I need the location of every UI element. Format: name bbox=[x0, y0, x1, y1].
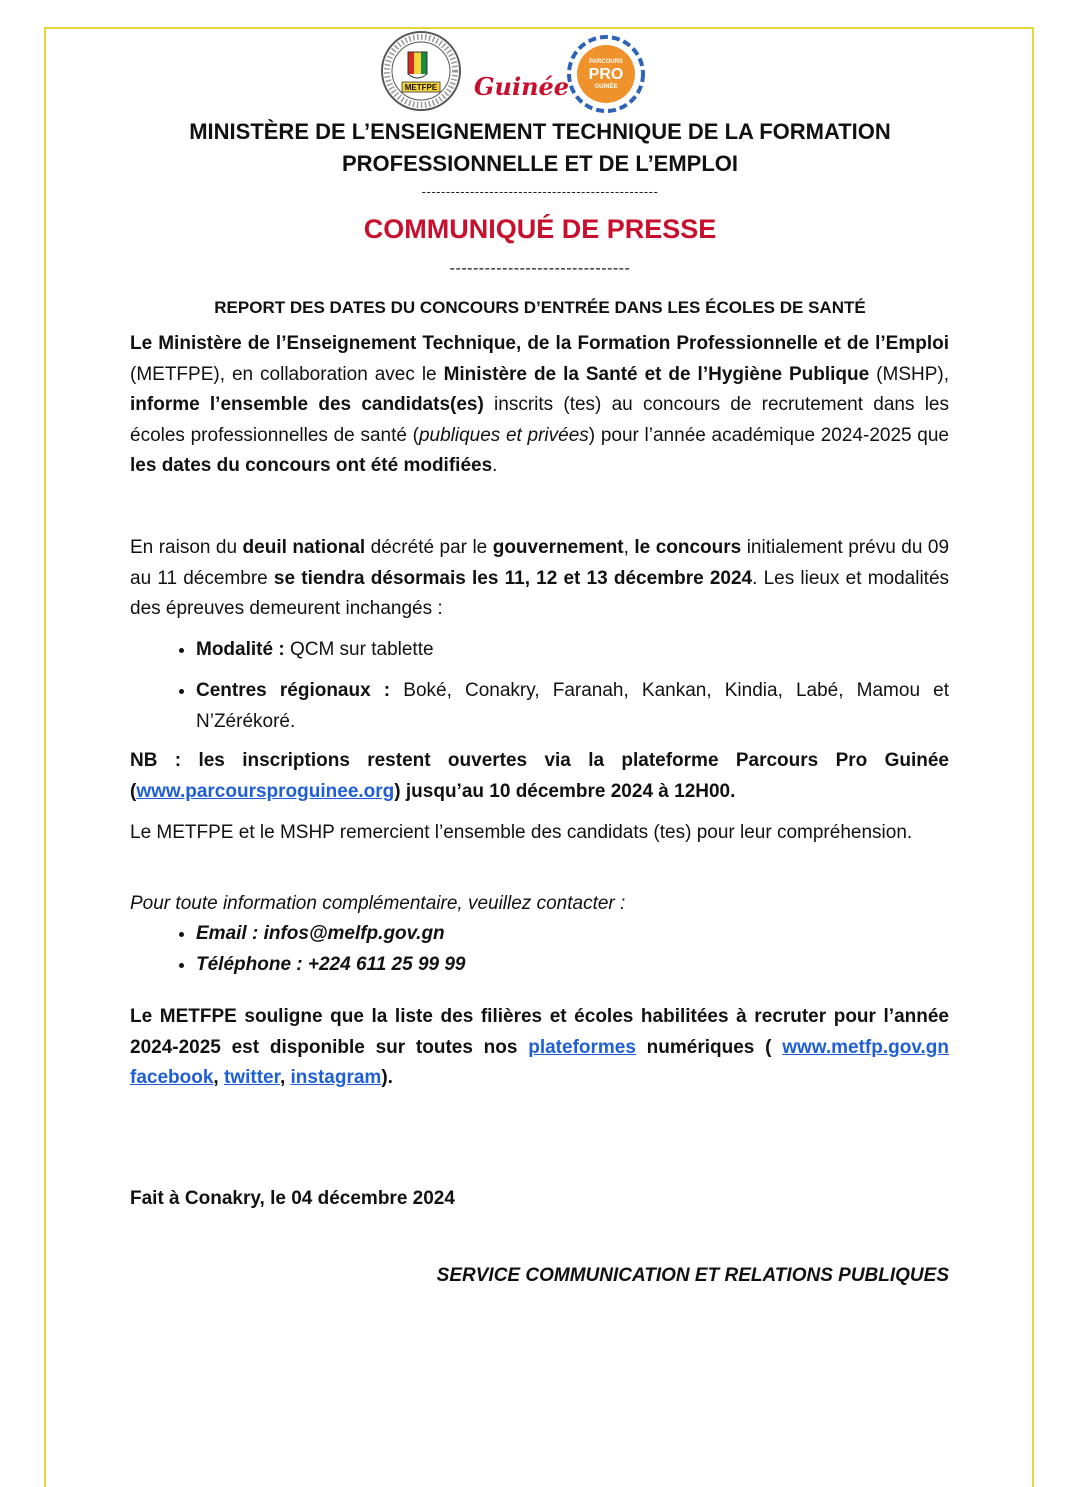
ministry-name-bold: Le Ministère de l’Enseignement Technique, de la Formation Professionnelle et de l’Emploi bbox=[130, 333, 949, 354]
nb-text-a: NB : les inscriptions restent ouvertes via la plateforme Parcours Pro Guinée ( bbox=[130, 750, 949, 802]
p1-text-j: . bbox=[492, 455, 498, 476]
contact-phone: Téléphone : +224 611 25 99 99 bbox=[196, 953, 466, 975]
p6-text-e: , bbox=[279, 1067, 291, 1088]
centres-value: Boké, Conakry, Faranah, Kankan, Kindia, Labé, Mamou et N’Zérékoré. bbox=[196, 680, 949, 732]
paragraph-platforms bbox=[130, 1002, 949, 1094]
p1-text-f: inscrits (tes) au concours de recrutement dans les écoles professionnelles de santé ( bbox=[130, 394, 949, 446]
paragraph-mourning bbox=[130, 533, 949, 625]
twitter-link[interactable]: twitter bbox=[223, 1067, 280, 1088]
dates-modified-bold: les dates du concours ont été modifiées bbox=[130, 455, 493, 476]
pro-mid-text: PRO bbox=[588, 66, 624, 83]
metfp-site-link[interactable]: www.metfp.gov.gn bbox=[782, 1036, 949, 1058]
metfpe-seal-logo bbox=[380, 30, 462, 112]
parcours-pro-logo bbox=[566, 34, 646, 114]
paragraph-thanks bbox=[130, 818, 949, 849]
the-contest-bold: le concours bbox=[634, 537, 742, 558]
list-item bbox=[196, 676, 949, 737]
public-private-italic: publiques et privées bbox=[418, 424, 589, 446]
p2-text-g: initialement prévu du 09 au 11 décembre bbox=[130, 537, 950, 589]
p6-text-b: numériques ( bbox=[635, 1036, 783, 1058]
modalite-value: QCM sur tablette bbox=[284, 639, 434, 660]
modalite-label: Modalité : bbox=[196, 639, 285, 660]
p6-text-a: Le METFPE souligne que la liste des filières et écoles habilitées à recruter pour l’année 2024-2025 est disponible sur toutes nos bbox=[130, 1006, 949, 1058]
instagram-link[interactable]: instagram bbox=[290, 1067, 382, 1088]
national-mourning-bold: deuil national bbox=[242, 537, 366, 558]
government-bold: gouvernement bbox=[492, 537, 624, 558]
bullet-centres bbox=[130, 676, 949, 737]
list-item bbox=[196, 919, 949, 950]
p1-text-d: (MSHP), bbox=[869, 363, 950, 385]
thanks-text: Le METFPE et le MSHP remercient l’ensemble des candidats (tes) pour leur compréhension. bbox=[130, 822, 913, 843]
nb-text-b: ) jusqu’au 10 décembre 2024 à 12H00. bbox=[394, 780, 736, 802]
pro-top-text: PARCOURS bbox=[589, 59, 623, 65]
pro-bot-text: GUINÉE bbox=[594, 84, 618, 90]
separator-1: ------------------------------------------------- bbox=[421, 184, 659, 199]
p2-text-e: , bbox=[623, 537, 635, 558]
contact-list bbox=[130, 919, 949, 980]
contact-email: Email : infos@melfp.gov.gn bbox=[196, 923, 445, 944]
logo-bar bbox=[0, 30, 1080, 112]
facebook-link[interactable]: facebook bbox=[130, 1067, 214, 1088]
centres-label: Centres régionaux : bbox=[196, 680, 391, 701]
place-date: Fait à Conakry, le 04 décembre 2024 bbox=[130, 1188, 455, 1209]
p2-text-c: décrété par le bbox=[365, 537, 493, 558]
p6-text-f: ). bbox=[381, 1067, 393, 1088]
report-heading: REPORT DES DATES DU CONCOURS D’ENTRÉE DANS LES ÉCOLES DE SANTÉ bbox=[214, 298, 866, 317]
health-ministry-bold: Ministère de la Santé et de l’Hygiène Publique bbox=[443, 363, 870, 385]
new-dates-bold: se tiendra désormais les 11, 12 et 13 décembre 2024 bbox=[273, 567, 753, 589]
separator-2: ------------------------------- bbox=[449, 260, 631, 277]
paragraph-nb bbox=[130, 746, 949, 807]
signature-service: SERVICE COMMUNICATION ET RELATIONS PUBLIQUES bbox=[436, 1265, 949, 1286]
p1-text-h: ) pour l’année académique 2024-2025 que bbox=[588, 424, 949, 446]
paragraph-contact-intro bbox=[130, 889, 949, 920]
p2-text-a: En raison du bbox=[130, 537, 243, 558]
ministry-line-1: MINISTÈRE DE L’ENSEIGNEMENT TECHNIQUE DE LA FORMATION bbox=[189, 119, 891, 144]
guinee-logo-text: Guinée bbox=[474, 72, 570, 101]
parcours-pro-link[interactable]: www.parcoursproguinee.org bbox=[136, 780, 395, 802]
communique-title: COMMUNIQUÉ DE PRESSE bbox=[363, 214, 717, 244]
paragraph-intro bbox=[130, 329, 949, 482]
ministry-title bbox=[0, 116, 1080, 180]
inform-candidates-bold: informe l’ensemble des candidats(es) bbox=[130, 394, 484, 415]
p2-text-i: . Les lieux et modalités des épreuves demeurent inchangés : bbox=[130, 567, 950, 619]
list-item bbox=[196, 635, 949, 666]
p1-text-b: (METFPE), en collaboration avec le bbox=[130, 363, 444, 385]
seal-text: METFPE bbox=[404, 83, 438, 92]
bullet-modalite bbox=[130, 635, 949, 666]
ministry-line-2: PROFESSIONNELLE ET DE L’EMPLOI bbox=[341, 151, 739, 176]
list-item bbox=[196, 950, 949, 981]
contact-intro-text: Pour toute information complémentaire, veuillez contacter : bbox=[130, 893, 626, 914]
p6-text-d: , bbox=[213, 1067, 224, 1088]
platforms-link[interactable]: plateformes bbox=[528, 1036, 636, 1058]
